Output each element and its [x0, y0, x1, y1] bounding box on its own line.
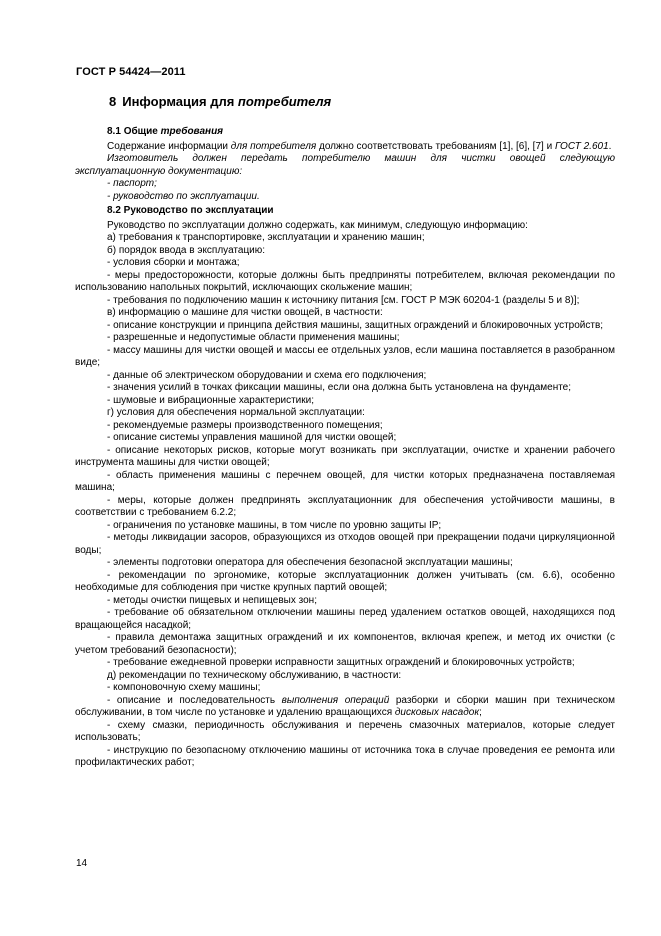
list-item: - значения усилий в точках фиксации машины, если она должна быть установлена на фундаменте; — [107, 382, 572, 393]
list-item: - описание конструкции и принципа действия машины, защитных ограждений и блокировочных устройств; — [107, 319, 604, 331]
text-run-italic: выполнения операций — [281, 694, 390, 706]
manufacturer-paragraph — [75, 153, 615, 178]
list-item: - компоновочную схему машины; — [107, 682, 261, 693]
text-run: разборки и сборки машин при техническом обслуживании, в том числе по установке и удалению вращающихся — [75, 694, 615, 718]
subsection-title-8-2: 8.2 Руководство по эксплуатации — [107, 205, 274, 216]
info-paragraph — [75, 141, 615, 154]
text-run-italic: дисковых насадок — [394, 707, 480, 718]
requirements-list — [75, 220, 615, 695]
tail-list — [75, 720, 615, 770]
text-run-italic: - руководство по эксплуатации. — [107, 190, 260, 202]
subsection-title-italic: требования — [160, 126, 224, 137]
subsection-title-8-1 — [75, 126, 615, 139]
section-number: 8 — [109, 94, 117, 109]
text-run-italic: Изготовитель должен передать потребителю машин для чистки овощей следующую эксплуатационную документацию: — [75, 153, 615, 177]
list-item: - рекомендации по эргономике, которые эксплуатационник должен учитывать (см. 6.6), особенно необходимые для соблюдения при чистке крупных партий овощей; — [75, 569, 615, 593]
text-run: . — [608, 140, 612, 152]
list-item: - описание некоторых рисков, которые могут возникать при эксплуатации, очистке и хранении рабочего инструмента машины для чистки овощей; — [75, 444, 615, 468]
list-item: - инструкцию по безопасному отключению машины от источника тока в случае проведения ее ремонта или профилактических работ; — [75, 744, 615, 768]
subsection-title-plain: Общие — [123, 126, 161, 137]
list-item: - требования по подключению машин к источнику питания [см. ГОСТ Р МЭК 60204-1 (разделы 5 и 8)]; — [107, 294, 580, 306]
operations-paragraph — [75, 695, 615, 720]
section-title-italic: потребителя — [237, 94, 332, 109]
text-run: ; — [479, 707, 482, 718]
list-item: - массу машины для чистки овощей и массы ее отдельных узлов, если машина поставляется в разобранном виде; — [75, 344, 615, 368]
list-item: - требование ежедневной проверки исправности защитных ограждений и блокировочных устройств; — [107, 657, 575, 668]
list-item: б) порядок ввода в эксплуатацию: — [107, 244, 266, 256]
list-item: - область применения машины с перечнем овощей, для чистки которых предназначена поставляемая машина; — [75, 469, 615, 493]
document-header: ГОСТ Р 54424—2011 — [76, 66, 186, 78]
subsection-number: 8.1 — [107, 126, 121, 137]
list-item: - методы очистки пищевых и непищевых зон; — [107, 594, 317, 606]
list-item: - условия сборки и монтажа; — [107, 257, 240, 268]
doc-item — [75, 191, 615, 204]
text-run: Содержание информации — [107, 140, 231, 152]
document-body — [75, 124, 615, 770]
list-item: - элементы подготовки оператора для обеспечения безопасной эксплуатации машины; — [107, 557, 513, 568]
page-number: 14 — [76, 858, 88, 869]
text-run-italic: ГОСТ 2.601 — [554, 140, 609, 152]
list-item: - данные об электрическом оборудовании и схема его подключения; — [107, 369, 427, 381]
list-item: а) требования к транспортировке, эксплуатации и хранению машин; — [107, 232, 425, 243]
list-item: - рекомендуемые размеры производственного помещения; — [107, 419, 383, 431]
list-item: - шумовые и вибрационные характеристики; — [107, 394, 314, 406]
list-item: - разрешенные и недопустимые области применения машины; — [107, 332, 400, 343]
section-title-plain: Информация для — [122, 94, 238, 109]
section-title — [109, 94, 331, 109]
list-item: Руководство по эксплуатации должно содержать, как минимум, следующую информацию: — [107, 219, 528, 231]
text-run: - описание и последовательность — [107, 694, 282, 706]
list-item: г) условия для обеспечения нормальной эксплуатации: — [107, 407, 365, 418]
list-item: - описание системы управления машиной для чистки овощей; — [107, 432, 397, 443]
text-run-italic: - паспорт; — [107, 178, 157, 189]
list-item: - меры предосторожности, которые должны быть предприняты потребителем, включая рекомендации по использованию напольных покрытий, исключающих скольжение машин; — [75, 269, 615, 293]
list-item: - требование об обязательном отключении машины перед удалением остатков овощей, находящихся под вращающейся насадкой; — [75, 607, 615, 631]
list-item: д) рекомендации по техническому обслуживанию, в частности: — [107, 669, 402, 681]
doc-item — [75, 178, 615, 191]
list-item: - методы ликвидации засоров, образующихся из отходов овощей при прекращении подачи циркуляционной воды; — [75, 532, 615, 556]
list-item: - правила демонтажа защитных ограждений и их компонентов, включая крепеж, и метод их очистки (с учетом требований безопасности); — [75, 632, 615, 656]
text-run-italic: для потребителя — [230, 140, 317, 152]
list-item: - меры, которые должен предпринять эксплуатационник для обеспечения устойчивости машины, в соответствии с требованием 6.2.2; — [75, 494, 615, 518]
list-item: - ограничения по установке машины, в том числе по уровню защиты IP; — [107, 519, 442, 531]
list-item: в) информацию о машине для чистки овощей, в частности: — [107, 307, 383, 318]
list-item: - схему смазки, периодичность обслуживания и перечень смазочных материалов, которые следует использовать; — [75, 719, 615, 743]
text-run: должно соответствовать требованиям [1], [6], [7] и — [316, 140, 555, 152]
